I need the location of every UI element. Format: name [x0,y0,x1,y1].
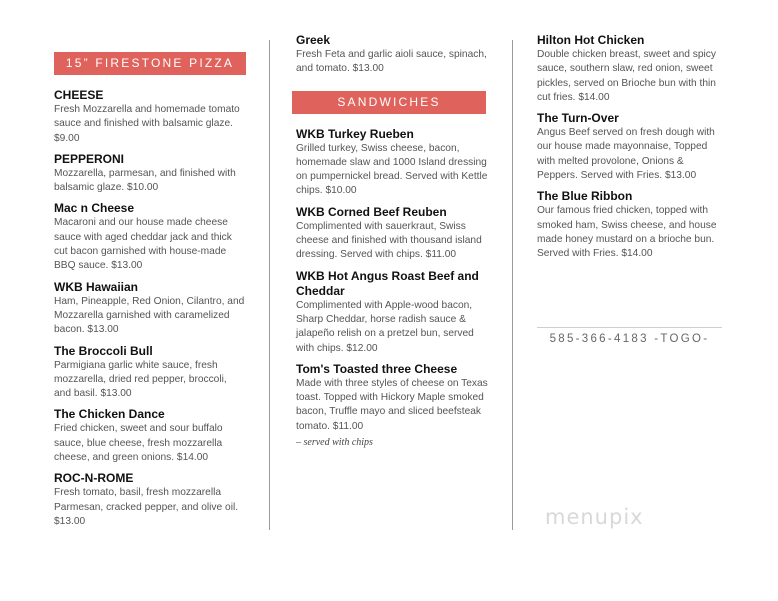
item-name: CHEESE [54,88,104,102]
phone-togo: 585-366-4183 -TOGO- [537,327,722,345]
item-description: Fresh tomato, basil, fresh mozzarella Parmesan, cracked pepper, and olive oil. $13.00 [54,487,239,527]
sandwiches-column [296,0,488,449]
menu-item [296,33,488,77]
column-divider-right [512,40,513,530]
menu-item [54,407,246,465]
menupix-watermark-logo: menupix [545,505,644,529]
item-name: ROC-N-ROME [54,471,134,486]
menu-item [296,205,488,263]
item-description: Complimented with sauerkraut, Swiss cheese and finished with thousand island dressing. Served with chips. $11.00 [296,220,482,261]
sandwiches-banner: SANDWICHES [292,91,486,114]
item-name: WKB Turkey Rueben [296,126,414,141]
menu-item [296,127,488,199]
item-description: Our famous fried chicken, topped with smoked ham, Swiss cheese, and house made honey mustard on a brioche bun. Served with Fries. $14.00 [537,205,717,260]
item-name: The Turn-Over [537,111,619,126]
item-description: Macaroni and our house made cheese sauce with aged cheddar jack and thick cut bacon garnished with house-made BBQ sauce. $13.00 [54,217,232,272]
menu-item [537,189,722,261]
pizza-banner: 15” FIRESTONE PIZZA [54,52,246,75]
menu-item [54,280,246,338]
menu-item [54,152,246,196]
item-name: The Chicken Dance [54,407,165,422]
menu-item [54,201,246,273]
item-description: Grilled turkey, Swiss cheese, bacon, homemade slaw and 1000 Island dressing on pumpernickel bread. Served with Kettle chips. $10.00 [296,142,488,197]
item-description: Ham, Pineapple, Red Onion, Cilantro, and Mozzarella garnished with caramelized bacon. $13.00 [54,295,245,336]
item-name: PEPPERONI [54,151,125,166]
item-description: Mozzarella, parmesan, and finished with balsamic glaze. $10.00 [54,167,236,194]
served-with-chips-note: – served with chips [296,437,373,449]
item-description: Double chicken breast, sweet and spicy sauce, southern slaw, red onion, sweet pickles, served on Brioche bun with thin cut fries. $14.00 [537,49,716,103]
menu-item [296,362,488,434]
column-divider-left [269,40,270,530]
pizza-column [54,0,246,535]
menu-item [54,471,246,529]
item-description: Fried chicken, sweet and sour buffalo sauce, blue cheese, fresh mozzarella cheese, and green onions. $14.00 [54,423,223,464]
item-name: Greek [296,33,331,47]
menu-item [537,33,722,105]
menu-item [54,344,246,402]
menu-item [537,111,722,183]
item-name: The Broccoli Bull [54,343,153,358]
item-name: WKB Hawaiian [54,279,139,294]
item-description: Complimented with Apple-wood bacon, Sharp Cheddar, horse radish sauce & jalapeño relish on a pretzel bun, served with chips. $12.00 [296,299,474,354]
item-name: The Blue Ribbon [537,189,633,204]
item-description: Made with three styles of cheese on Texas toast. Topped with Hickory Maple smoked bacon, Truffle mayo and sliced beefsteak tomato. $11.00 [296,377,488,432]
menu-item [54,88,246,146]
item-name: Mac n Cheese [54,201,135,216]
item-description: Parmigiana garlic white sauce, fresh mozzarella, dried red pepper, broccoli, and basil. $13.00 [54,359,227,400]
item-description: Fresh Mozzarella and homemade tomato sauce and finished with balsamic glaze. $9.00 [54,104,240,144]
item-description: Angus Beef served on fresh dough with our house made mayonnaise, Topped with melted provolone, Onions & Peppers. Served with Fries. $13.00 [537,127,715,182]
item-name: WKB Hot Angus Roast Beef and Cheddar [296,268,479,298]
item-name: WKB Corned Beef Reuben [296,204,447,219]
item-name: Hilton Hot Chicken [537,33,645,47]
item-name: Tom's Toasted three Cheese [296,361,458,376]
item-description: Fresh Feta and garlic aioli sauce, spinach, and tomato. $13.00 [296,49,487,75]
specials-column [537,0,722,268]
menu-item [296,269,488,356]
